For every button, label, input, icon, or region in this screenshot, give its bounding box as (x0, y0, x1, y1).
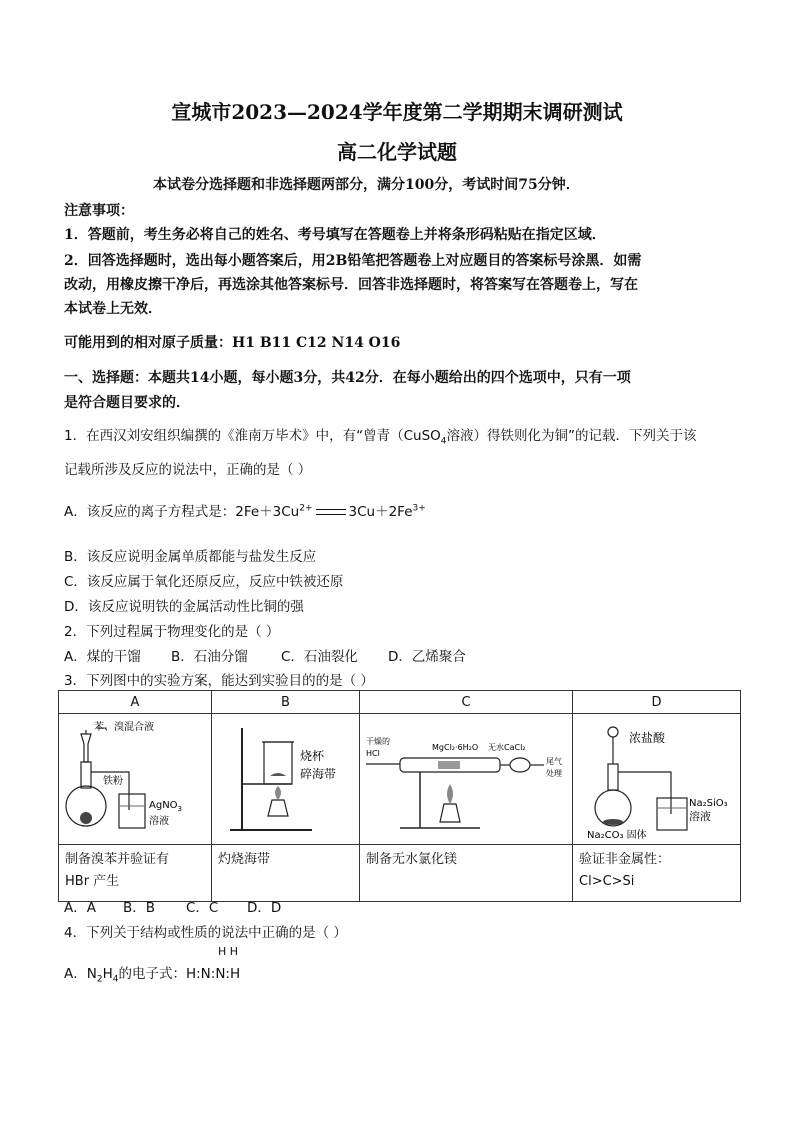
q3-header-a: A (59, 691, 212, 714)
q3-caption-d (573, 845, 741, 902)
exam-title: 宣城市2023—2024学年度第二学期期末调研测试 (171, 100, 623, 124)
q4-option-a (64, 962, 240, 985)
fig-c-label-hcl: HCl (366, 749, 380, 758)
fig-a-label-agno3 (149, 800, 182, 813)
q3-option-b: B．B (123, 900, 156, 916)
q3-header-b: B (212, 691, 360, 714)
notice-heading: 注意事项： (64, 203, 134, 219)
fig-d-label-na2sio3: Na₂SiO₃ (689, 798, 728, 809)
fig-c-label-tail: 尾气 (546, 757, 562, 766)
q3-experiment-table (58, 690, 741, 902)
notice-item-1: 1．答题前，考生务必将自己的姓名、考号填写在答题卷上并将条形码粘贴在指定区域． (64, 227, 606, 243)
q3-figure-c (360, 714, 573, 845)
q1-option-d: D．该反应说明铁的金属活动性比铜的强 (64, 599, 304, 615)
q2-option-c: C．石油裂化 (281, 649, 358, 665)
q3-figure-d (573, 714, 741, 845)
q1-option-c: C．该反应属于氧化还原反应，反应中铁被还原 (64, 574, 344, 590)
fig-b-label-seaweed: 碎海带 (300, 767, 337, 781)
q3-caption-c: 制备无水氯化镁 (360, 845, 573, 902)
q2-option-b: B．石油分馏 (171, 649, 248, 665)
fig-d-label-na2co3: Na₂CO₃ 固体 (587, 830, 647, 840)
q4-a-prefix: A．N (64, 966, 97, 982)
q3-caption-b: 灼烧海带 (212, 845, 360, 902)
q3-figure-b (212, 714, 360, 845)
fig-a-label-mixture: 苯、溴混合液 (94, 722, 154, 733)
q1-a-mid: 3Cu＋2Fe (348, 504, 413, 520)
q4-formula-top-h: H H (218, 945, 239, 958)
q4-electron-formula: H:N:N:H (185, 966, 241, 982)
q3-caption-a (59, 845, 212, 902)
exam-intro: 本试卷分选择题和非选择题两部分，满分100分，考试时间75分钟． (153, 177, 580, 193)
section1-heading-line1: 一、选择题：本题共14小题，每小题3分，共42分．在每小题给出的四个选项中，只有一项 (64, 370, 631, 386)
q4-a-sub2: 4 (112, 974, 119, 985)
notice-item-2-line2: 改动，用橡皮擦干净后，再选涂其他答案标号．回答非选择题时，将答案写在答题卷上，写在 (64, 277, 638, 293)
q3-caption-a-line2: HBr 产生 (65, 874, 120, 889)
q3-option-c: C．C (186, 900, 219, 916)
q3-caption-d-line2: Cl>C>Si (579, 874, 635, 889)
fig-c-label-dry: 干燥的 (366, 737, 390, 746)
q1-a-prefix: A．该反应的离子方程式是：2Fe＋3Cu (64, 504, 300, 520)
q3-stem: 3．下列图中的实验方案，能达到实验目的的是（ ） (64, 673, 374, 689)
burning-seaweed-figure (212, 714, 359, 840)
q3-caption-d-line1: 验证非金属性： (579, 852, 671, 867)
q4-a-mid: H (102, 966, 113, 982)
q3-caption-a-line1: 制备溴苯并验证有 (65, 852, 170, 867)
fig-d-label-hcl: 浓盐酸 (629, 731, 666, 745)
nonmetal-reactivity-figure (573, 714, 740, 840)
fig-a-agno-text: AgNO (149, 800, 178, 811)
q4-a-suffix: 的电子式： (118, 966, 186, 982)
anhydrous-mgcl2-figure (360, 714, 572, 840)
q2-option-a: A．煤的干馏 (64, 649, 141, 665)
notice-item-2-line3: 本试卷上无效． (64, 301, 162, 317)
q3-option-d: D．D (247, 900, 282, 916)
fig-c-label-mgcl2: MgCl₂·6H₂O (432, 743, 479, 752)
q1-a-sup2: 3+ (412, 503, 426, 514)
q1-stem-subscript: 4 (440, 436, 447, 447)
atomic-mass-line: 可能用到的相对原子质量：H1 B11 C12 N14 O16 (64, 335, 401, 351)
fig-c-label-treat: 处理 (546, 769, 562, 778)
fig-c-label-cacl2: 无水CaCl₂ (488, 743, 526, 752)
fig-b-label-beaker: 烧杯 (300, 749, 325, 763)
fig-a-label-solution: 溶液 (149, 816, 169, 827)
q2-stem: 2．下列过程属于物理变化的是（ ） (64, 624, 280, 640)
q1-stem-line1 (64, 424, 697, 447)
q2-option-d: D．乙烯聚合 (388, 649, 466, 665)
q3-figure-a (59, 714, 212, 845)
q3-header-d: D (573, 691, 741, 714)
q4-stem: 4．下列关于结构或性质的说法中正确的是（ ） (64, 925, 347, 941)
q1-option-b: B．该反应说明金属单质都能与盐发生反应 (64, 549, 317, 565)
q1-option-a (64, 500, 426, 520)
fig-a-agno-sub: 3 (177, 805, 183, 813)
q3-header-c: C (360, 691, 573, 714)
notice-item-2-line1: 2．回答选择题时，选出每小题答案后，用2B铅笔把答题卷上对应题目的答案标号涂黑．如需 (64, 253, 642, 269)
fig-d-label-solution: 溶液 (689, 810, 711, 823)
q1-stem-part-a: 1．在西汉刘安组织编撰的《淮南万毕术》中，有“曾青（CuSO (64, 428, 441, 444)
bromobenzene-apparatus-figure (59, 714, 211, 840)
q1-stem-line2: 记载所涉及反应的说法中，正确的是（ ） (64, 462, 312, 478)
fig-a-label-iron-powder: 铁粉 (103, 776, 123, 787)
q3-option-a: A．A (64, 900, 96, 916)
exam-subtitle: 高二化学试题 (337, 140, 457, 164)
q1-stem-part-b: 溶液）得铁则化为铜”的记载．下列关于该 (446, 428, 697, 444)
section1-heading-line2: 是符合题目要求的． (64, 395, 190, 411)
q1-a-sup1: 2+ (299, 503, 313, 514)
equals-double-line (316, 509, 346, 515)
q4-a-sub1: 2 (96, 974, 103, 985)
